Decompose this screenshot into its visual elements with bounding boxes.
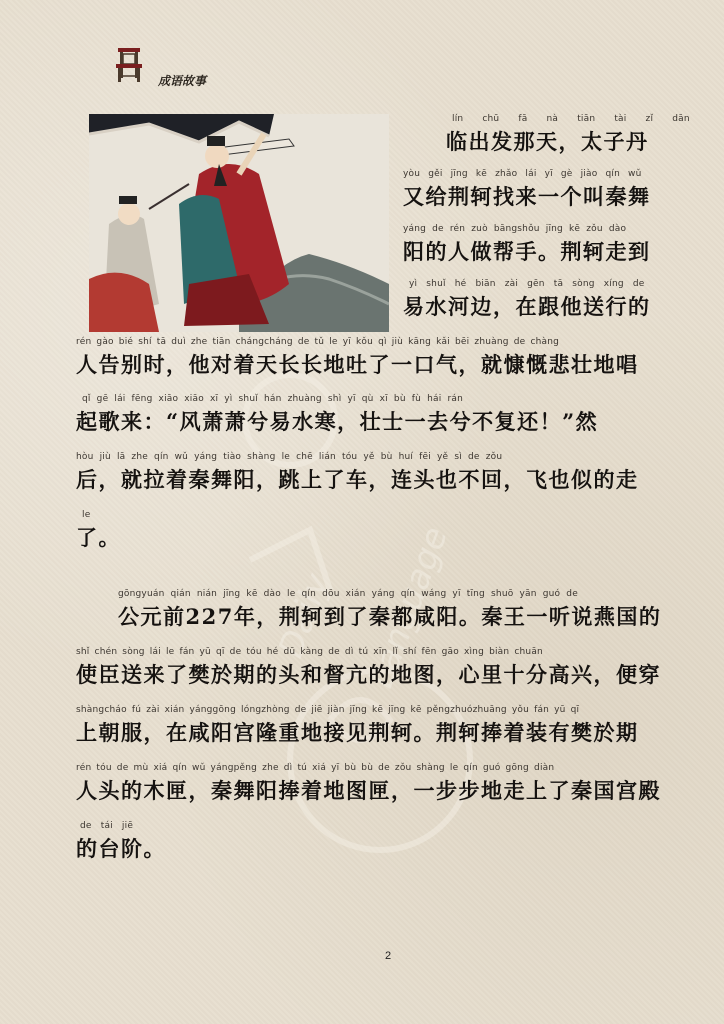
hanzi-line: 易水河边，在跟他送行的 xyxy=(403,294,651,319)
warriors-illustration xyxy=(89,114,389,332)
pinyin-line: shàngcháo fú zài xián yánggōng lóngzhòng de jiē jiàn jīng kē jīng kē pěngzhuózhuāng yǒu fán yū qī xyxy=(76,705,580,715)
hanzi-line: 阳的人做帮手。荆轲走到 xyxy=(403,239,651,264)
hanzi-line: 起歌来：“风萧萧兮易水寒，壮士一去兮不复还！”然 xyxy=(76,409,599,434)
pinyin-line: yáng de rén zuò bāngshǒu jīng kē zǒu dào xyxy=(403,224,627,234)
page-header xyxy=(110,42,250,90)
svg-text:Language: Language xyxy=(360,521,456,694)
pinyin-line: gōngyuán qián nián jīng kē dào le qín dōu xián yáng qín wáng yī tīng shuō yān guó de xyxy=(118,589,578,599)
hanzi-line: 后，就拉着秦舞阳，跳上了车，连头也不回，飞也似的走 xyxy=(76,467,639,492)
pinyin-line: shǐ chén sòng lái le fán yū qī de tóu hé dū kàng de dì tú xīn lǐ shí fēn gāo xìng biàn chuān xyxy=(76,647,543,657)
pinyin-line: le xyxy=(82,510,91,520)
hanzi-line: 临出发那天，太子丹 xyxy=(446,129,649,154)
pinyin-line: rén tóu de mù xiá qín wǔ yángpěng zhe dì tú xiá yī bù bù de zǒu shàng le qín guó gōng diàn xyxy=(76,763,555,773)
hanzi-line: 又给荆轲找来一个叫秦舞 xyxy=(403,184,651,209)
pinyin-line: lín chū fā nà tiān tài zǐ dān xyxy=(452,114,690,124)
chair-logo-icon xyxy=(110,42,150,86)
pinyin-line: rén gào bié shí tā duì zhe tiān chángcháng de tǔ le yī kǒu qì jiù kāng kǎi bēi zhuàng de chàng xyxy=(76,337,560,347)
hanzi-line: 公元前227年，荆轲到了秦都咸阳。秦王一听说燕国的 xyxy=(118,604,662,629)
hanzi-line: 人头的木匣，秦舞阳捧着地图匣，一步步地走上了秦国宫殿 xyxy=(76,778,661,803)
pinyin-line: yòu gěi jīng kē zhǎo lái yī gè jiào qín wǔ xyxy=(403,169,642,179)
pinyin-line: hòu jiù lā zhe qín wǔ yáng tiào shàng le chē lián tóu yě bù huí fēi yě sì de zǒu xyxy=(76,452,503,462)
pinyin-line: yì shuǐ hé biān zài gēn tā sòng xíng de xyxy=(409,279,645,289)
hanzi-line: 上朝服，在咸阳宫隆重地接见荆轲。荆轲捧着装有樊於期 xyxy=(76,720,639,745)
hanzi-line: 使臣送来了樊於期的头和督亢的地图，心里十分高兴，便穿 xyxy=(76,662,661,687)
page-number: 2 xyxy=(384,950,392,962)
pinyin-line: qǐ gē lái fēng xiāo xiāo xī yì shuǐ hán zhuàng shì yī qù xī bù fù hái rán xyxy=(82,394,464,404)
hanzi-line: 人告别时，他对着天长长地吐了一口气，就慷慨悲壮地唱 xyxy=(76,352,639,377)
hanzi-line: 的台阶。 xyxy=(76,836,166,861)
pinyin-line: de tái jiē xyxy=(80,821,134,831)
hanzi-line: 了。 xyxy=(76,525,121,550)
svg-text:Daily: Daily xyxy=(270,568,338,664)
section-label: 成语故事 xyxy=(158,74,207,88)
